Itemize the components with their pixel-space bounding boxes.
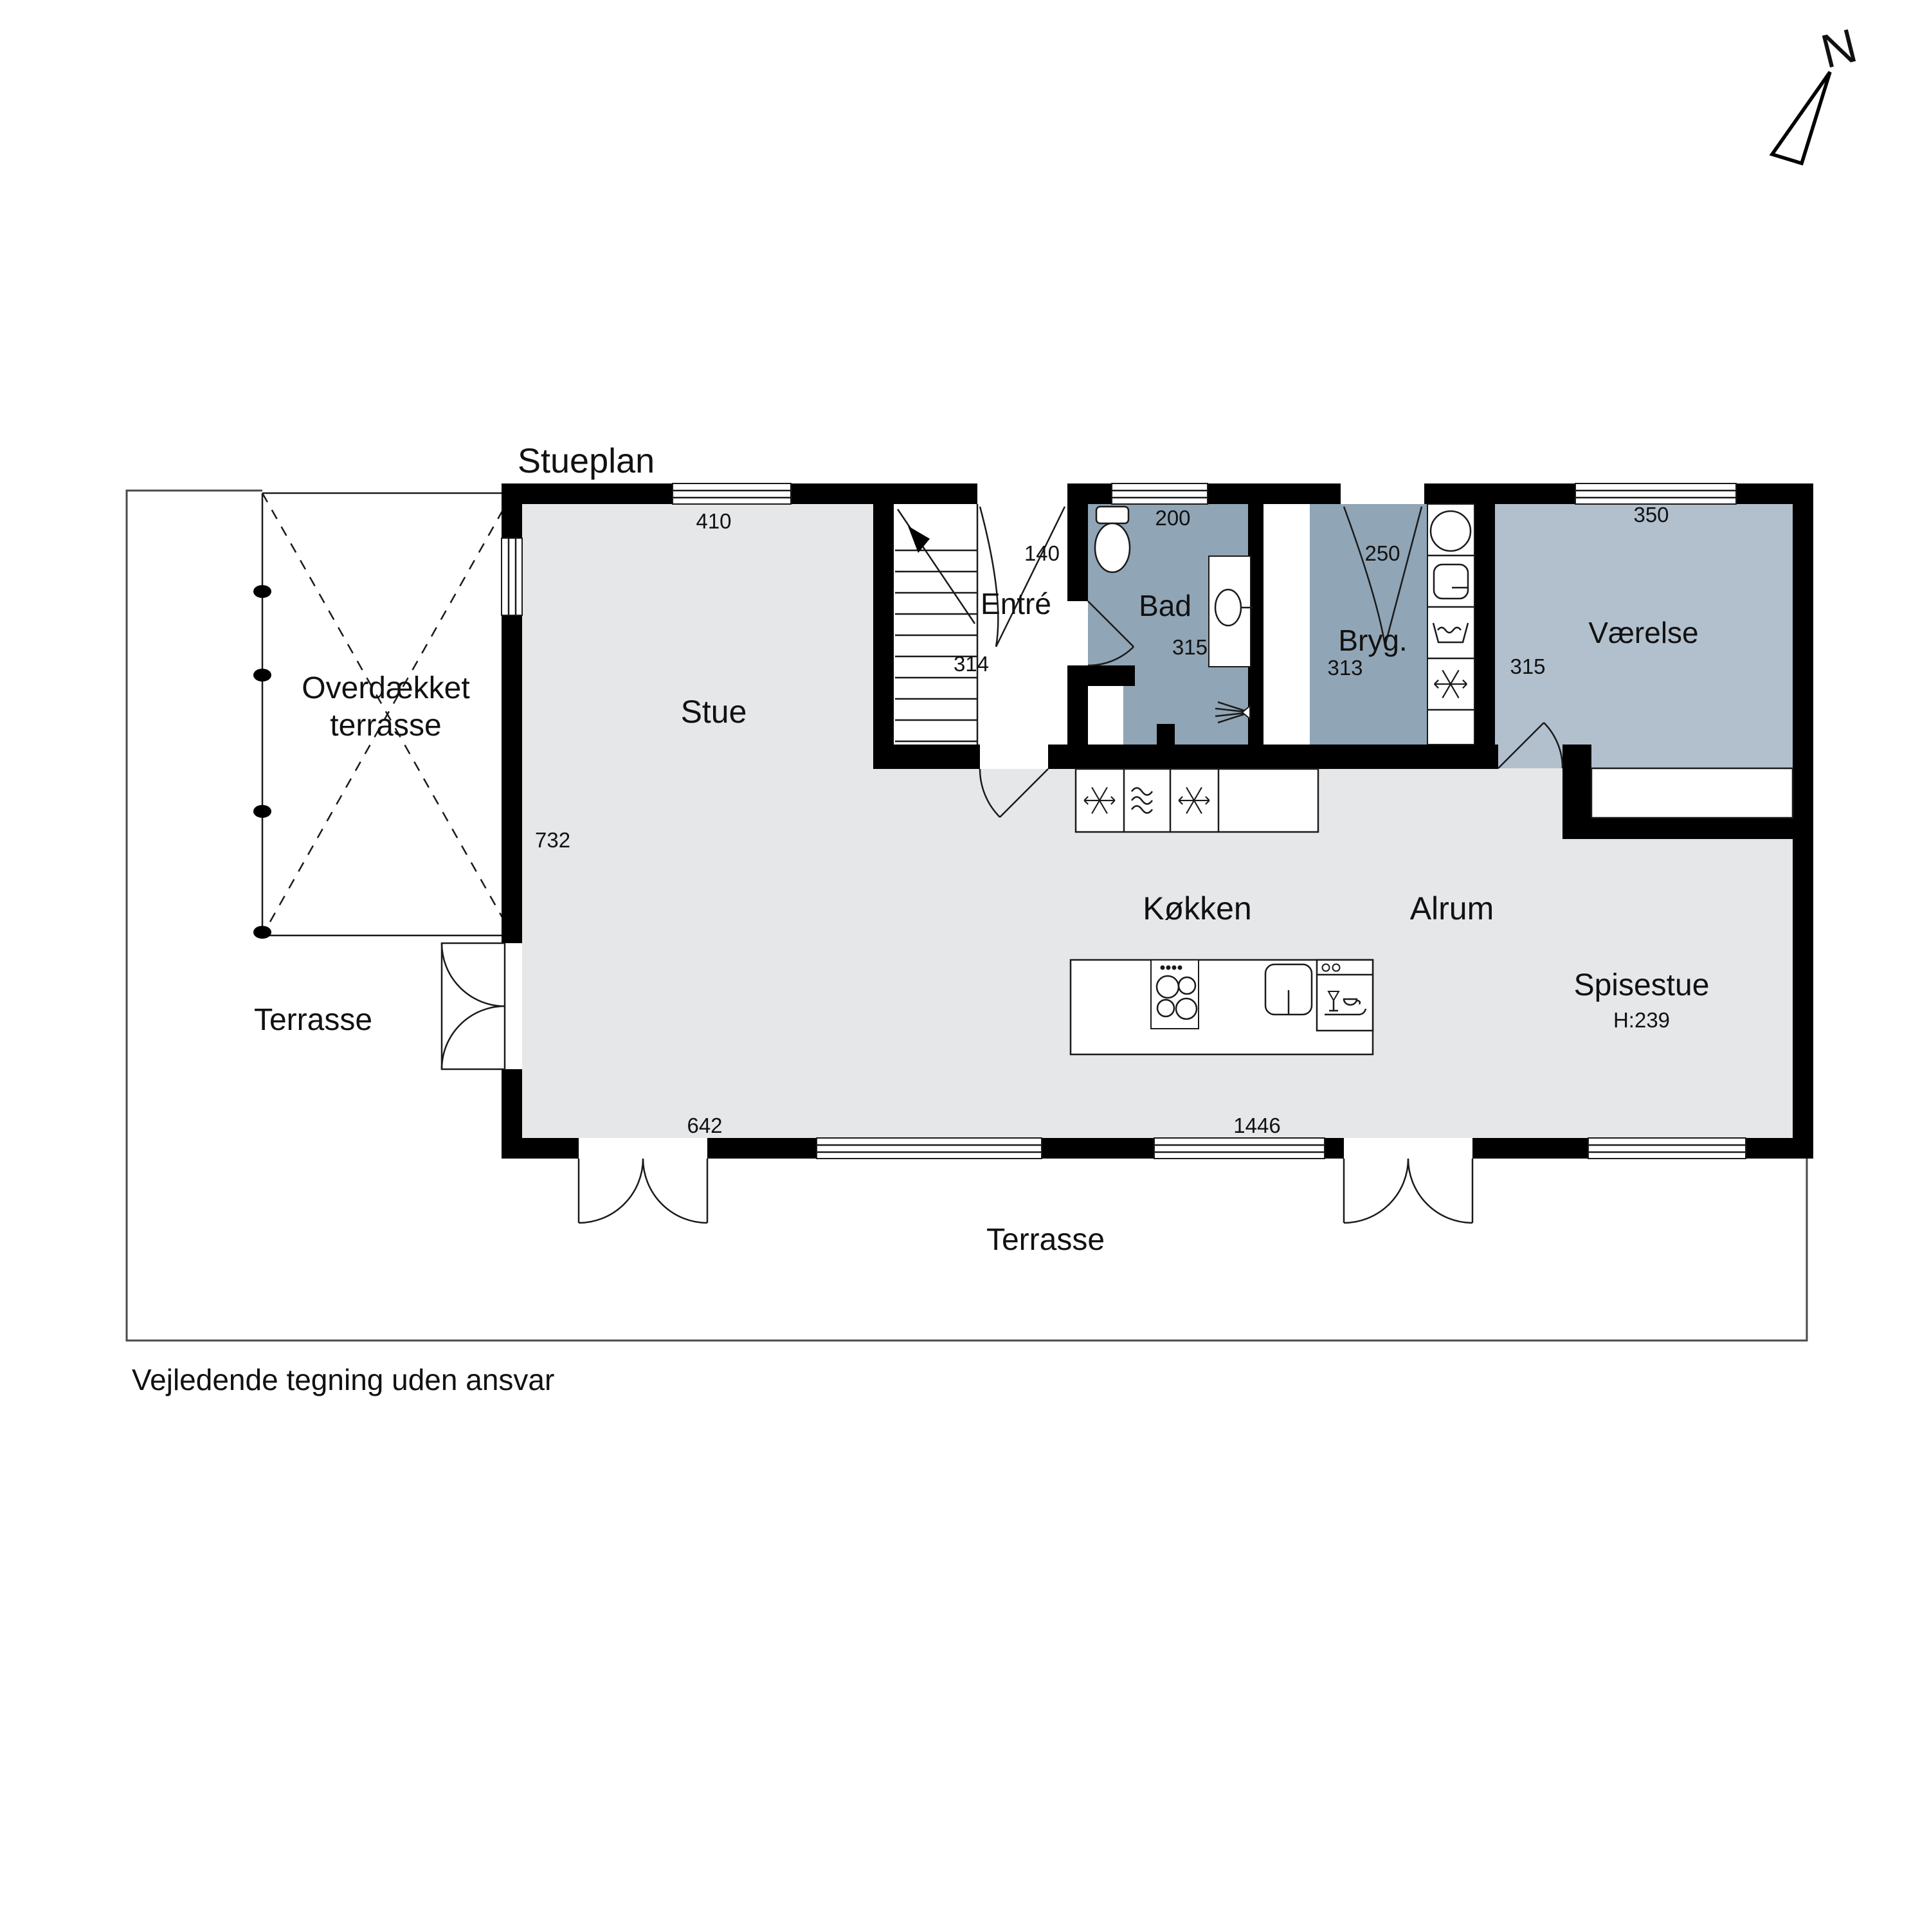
entre-bad-wall-upper (1067, 504, 1088, 601)
cooktop-icon (1151, 960, 1199, 1029)
spisestue-ceiling-height: H:239 (1613, 1008, 1671, 1032)
wardrobe-south-wall (1562, 818, 1793, 839)
inner-wall-east (1048, 745, 1498, 769)
bryg-vaerelse-wall (1474, 504, 1495, 745)
bad-window (1112, 483, 1208, 504)
south-double-door-west (579, 1138, 707, 1223)
bad-wall-stub (1157, 724, 1175, 769)
dim-315-bad: 315 (1172, 635, 1208, 659)
bad-nook-floor (1088, 686, 1123, 745)
bad-nook-wall (1088, 665, 1135, 686)
disclaimer-text: Vejledende tegning uden ansvar (132, 1363, 555, 1396)
room-label-spisestue: Spisestue (1573, 968, 1710, 1002)
south-window-1 (817, 1138, 1042, 1159)
dim-314: 314 (953, 652, 989, 676)
sink-icon (1265, 964, 1312, 1015)
kitchen-cabinets (1076, 769, 1318, 832)
vaerelse-wardrobe-niche (1591, 768, 1793, 818)
dim-250: 250 (1364, 541, 1400, 565)
french-doors-west (442, 943, 522, 1069)
vanity-sink-icon (1209, 556, 1253, 667)
dim-410: 410 (696, 509, 732, 533)
room-label-alrum: Alrum (1409, 890, 1494, 926)
terrasse-west-label: Terrasse (253, 1003, 373, 1037)
north-arrow-icon (1772, 19, 1862, 163)
bryg-appliances (1427, 504, 1474, 745)
covered-terrace-label-line2: terrasse (330, 709, 442, 743)
room-label-koekken: Køkken (1143, 890, 1252, 926)
terrasse-south-label: Terrasse (986, 1223, 1105, 1257)
dishwasher-icon (1317, 960, 1373, 1031)
vaerelse-window (1575, 483, 1736, 504)
dim-732: 732 (535, 828, 571, 852)
dim-350: 350 (1633, 503, 1669, 527)
dim-313: 313 (1327, 656, 1363, 680)
dim-200: 200 (1155, 506, 1191, 530)
south-window-2 (1154, 1138, 1325, 1159)
room-label-stue: Stue (680, 694, 747, 730)
room-label-bad: Bad (1139, 589, 1191, 622)
south-double-door-east (1344, 1138, 1472, 1223)
room-label-entre: Entré (981, 587, 1051, 620)
south-window-3 (1588, 1138, 1746, 1159)
room-label-bryg: Bryg. (1338, 624, 1408, 657)
stair-wall (873, 504, 894, 769)
north-label: N (1815, 18, 1862, 78)
stue-top-window (673, 483, 791, 504)
toilet-icon (1095, 507, 1130, 572)
kitchen-island (1071, 960, 1373, 1054)
dim-140: 140 (1024, 541, 1060, 565)
closet-strip-floor (1263, 504, 1310, 745)
covered-terrace-label-line1: Overdækket (302, 671, 470, 705)
page-title: Stueplan (518, 442, 655, 480)
dim-642: 642 (687, 1114, 723, 1137)
room-label-vaerelse: Værelse (1588, 616, 1699, 649)
stue-left-window (502, 538, 522, 615)
covered-terrace (253, 493, 512, 939)
inner-wall-west (873, 745, 980, 769)
dim-315-vaerelse: 315 (1510, 655, 1546, 678)
dim-1446: 1446 (1233, 1114, 1281, 1137)
